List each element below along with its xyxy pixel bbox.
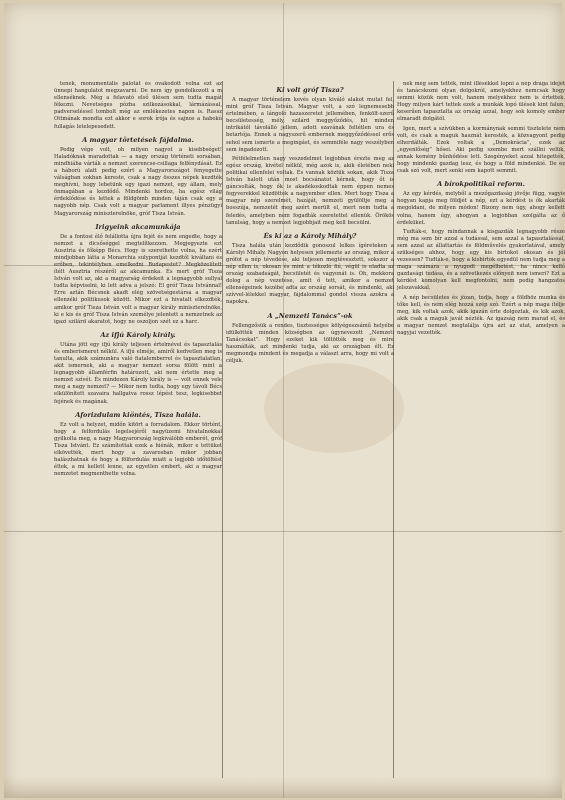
- article-paragraph: Ez volt a helyzet, midőn kitört a forradalom. Ekkor történt, hogy a felfordulás legelsejéről nagyüzemi hivatalnokkal gyilkolta meg, a nagy Magyarország legkiválóbb emberét, gróf Tisza Istvánt. Ez számítottak ezek a hiénák, mikor e tettüket elkövették, mert hogy a zavarosban mikor jobban halászhatnak és hogy a fölfordulás miatt a legjobb időtöltést éltek, a mi kellett lenne, az egyetlen embert, aki a magyar nemzetet megmenthette volna.: [54, 421, 222, 478]
- section-heading: Ki volt gróf Tisza?: [276, 86, 344, 94]
- article-paragraph: Pedig vége volt, oh milyen nagyot a kisebbséget! Haladóknak maradottak — a nagy ország történeti sorsában, mindhiába várták a nemzet szerencse-csillaga felfénydását. Ez a háború alatt pedig ezért a Magyarországot fenyegette válságban sokban kereste, csak a nagy összes népek kezdték meghívni, hogy lehetünk egy igazi nemzet, egy állam, mely önmagában a kezdődő. Mindenki hordoz, ha egész világ érdeklődése és lettek a földgömb minden táján csak egy a nagyobb nép. Csak volt a magyar parlament illyes pénzügyi Magyarország miniszterelnöke, gróf Tisza István.: [54, 146, 222, 217]
- article-paragraph: Utána jött egy ifjú király teljesen értelmével és tapasztalás és emberismeret nélkül. A ifjú elméje, amiről kedvetlen meg is tanulta, akik számunkra való fiatalemberrel és tapasztalatlan, akit ismernek, aki a magyar nemzet sorsa fölött mint a legnagyobb államférfin határozott, aki nem értette meg a nemzet szívét. És mindezen Károly király is — volt ennek vele meg a nagy nemzet? — Mikor nem tudta, hogy egy távoli Bécs elkülönített szavaira hallgatva rossz lépést tesz, legkisebbet fejének és magának.: [54, 341, 222, 405]
- column-3: [397, 81, 565, 784]
- article-paragraph: A magyar történelem kevés olyan kiváló alakot mutat fel, mint gróf Tisza István. Magyar volt, a szó legnemesebb értelmében, a lángoló hazaszeretet jellemében, fenkölt-szerű becsületesség, mély, szilárd meggyőződés, hit minden intrikától távolálló jellem, adott szavának feltétlen ura és betartója. Ennek a nagyszerű embernek meggyőződéssel erős sehol sem ismerte a megingást, és semmiféle nagy veszélyben sem ingadozott.: [226, 97, 394, 153]
- article-paragraph: Fellengzősük a rendes, tisztességes kölyégeszsámű helyébe idülkötték minden községben az úgynevezett „Nemzeti Tanácsokat”. Hogy ezeket kik töltötték meg és mire használták, azt mindenki tudja, aki az országban élt. Ez megmondja mindent és megadja a választ arra, hogy mi volt a céljuk.: [226, 322, 394, 364]
- section-heading: Aforizdulam kiöntés, Tisza halála.: [75, 410, 201, 419]
- page-edge: [4, 776, 562, 798]
- section-heading: Irigyeink akcamunkája: [95, 222, 181, 231]
- column-rule: [222, 81, 223, 778]
- article-paragraph: De a fontosi élő felállotta újra fejét és nem engedte, hogy a nemzet a dicsőséggel megtelítkezzen. Megjegyezte ezt Ausztria és főképp Bécs. Hogy is szerethette volna, ha ezért mindjobban látta a Monarchia sulypontját kezdtől kiváltani és erőben, tekintélyben emelkedni Budapestet? Megközelített ítélt Ausztria részéről az akcamunka. És mert gróf Tisza István volt az, aki a magyarság érdekeit a legnagyobb sullyal tudta képviselni, ki lett adva a jelszó: El gróf Tisza Istvánnal! Erre aztán Bécsnek akadt elég szövetségestársa a magyar ellenzéki politikusok között. Mikor ezt a hivatalt elkezdték, amikor gróf Tisza István volt a magyar király miniszterelnöke, ki e kis és gróf Tisza István személye jelentett a nemzetnek az igazi szilárd akaratot, hogy ne oszoljon szét ez a harc.: [54, 233, 222, 325]
- section-heading: És ki az a Károly Mihály?: [263, 231, 357, 240]
- newspaper-page: [4, 3, 565, 798]
- article-paragraph: tenek, monumentális palotát és ovakodott volna ezt az ünnepi hangulatot megzavarni. De nem így gondolkozott a m ellenséknek. Még a felavató első ülésen sem tudta magát fékezni. Nevetséges pózba szilkozásokkal, lármázással, padverseléssel tombolt még az emlékezetes napon is. Rassz Ottmának mondta ezt akkor e sorok írója és sajnos a habokú fullagás letelepesedett.: [54, 81, 222, 130]
- column-1: [54, 81, 222, 784]
- article-paragraph: Az egy kérdés, melyből a mezőgazdaság jövője függ, vagyis hogyan kapja meg földjét a nép, ezt a kérdést is ők akarták megoldani, de milyen módon! Bizony nem úgy, ahogy kellett volna, hanem úgy, ahogyan a legjobban szolgálta az ő érdeküket.: [397, 191, 565, 226]
- section-heading: A bírokpolitikai reform.: [437, 180, 525, 189]
- article-paragraph: nek még sem tették, mint illésékkel lopni a nép drága idejét és tanácskozni olyan dolgokról, amelyekhez nemcsak hogy semmi közük nem volt, hanem melyekhez nem is értettek. Hogy milyen kárt tettek ezek a munkák lopó ülések kint falun, keserűen tapasztalta az ország azzal, hogy sok komoly ember elmaradt dolgától.: [397, 81, 565, 123]
- article-paragraph: Igen, mert a szívükben a kormánynak semmi tisztelete nem volt, és csak a maguk hasznát keresték, a közvagyont pedig elherdálták. Ezek voltak a „Demokrácia”, ezek az „egyenlőség” hősei. Aki pedig szembe mert szállni velük, annak kemény bűnhődése lett. Szegényeket azzal hitegették, hogy mindenki gazdag lesz, és hogy a föld mindenkié. De ez csak szó volt, mert senki sem kapott semmit.: [397, 125, 565, 175]
- article-paragraph: Pétfélelmetlen nagy veszedelmet legjobban érezte meg az egész ország, kivétel nélkül, még azok is, akik életében neki politikai ellenfelei voltak. És vannak köztük sokan, akik Tisza István halott után most bocsánatot kérnek, hogy őt is gáncsolták, hogy ők is akadékoskodtak nem éppen nemes fegyverekkel küzdöttek a nagyember ellen. Mert hogy Tisza a magyar nép szerelmét, hazáját, nemzeti gyülöltje meg a bosszúja, nemzetét meg azért merült el, mert nem tudta a feledés, amelyben nem fogadták szeretettel ellenük. Örökös tanulság, hogy a nemzet legjobbjait meg kell becsülni.: [226, 155, 394, 226]
- section-heading: A magyar törtetések fájdalma.: [82, 135, 194, 144]
- section-heading: Az ifjú Károly király.: [100, 330, 176, 339]
- column-2: [226, 81, 394, 784]
- article-paragraph: Tudták-e, hogy mindannak a kisgazdák legnagyobb része még ma sem bír azzal a tudással, sem azzal a tapasztalással, sem azzal az állattartás és földművelés gyakorlatával, amely szükséges ahhoz, hogy egy kis birtokot okosan és jól vezessen? Tudták-e, hogy a kisbirtok egyedül nem tudja meg a maga számára a nyugodt megélhetést, ha nincs kellő gazdasági tudása, és a szövetkezés előnyeit nem ismeri? Ezt a kérdést komolyan kell megfontolni, nem pedig hangzatos jelszavakkal.: [397, 228, 565, 292]
- article-paragraph: Tisza halála után kezdődik gonoszul lelkes ígéreteken a Károlyi Mihály. Nagyon helyesen jellemezte az ország, mikor a grófot a nép tévedése, aki teljesen megtévesztett, sokszor a nép ellen is, okosan és mint a tékozló fiú, végül is eladta az ország szabadságát, becsületét és vagyonát is. Óh, mekkora dolog a nép vezetése, amit ő tett, amikor a nemzet ellenségeinek kezébe adta az ország sorsát, és mindenki, aki szívvel-lélekkel magyar, fájdalommal gondol vissza azokra a napokra.: [226, 242, 394, 306]
- article-paragraph: A nép becsületes és józan, tudja, hogy a földhöz munka és tőke kell, és nem elég hozzá szép szó. Ezért a nép maga ítélje meg, kik voltak azok, akik igazán érte dolgoztak, és kik azok, akik csak a maguk javát nézték. Az igazság nem marad el, és a magyar nemzet megtalálja újra azt az utat, amelyen a nagyjai vezették.: [397, 294, 565, 336]
- section-heading: A „Nemzeti Tanács”-ok: [267, 311, 353, 320]
